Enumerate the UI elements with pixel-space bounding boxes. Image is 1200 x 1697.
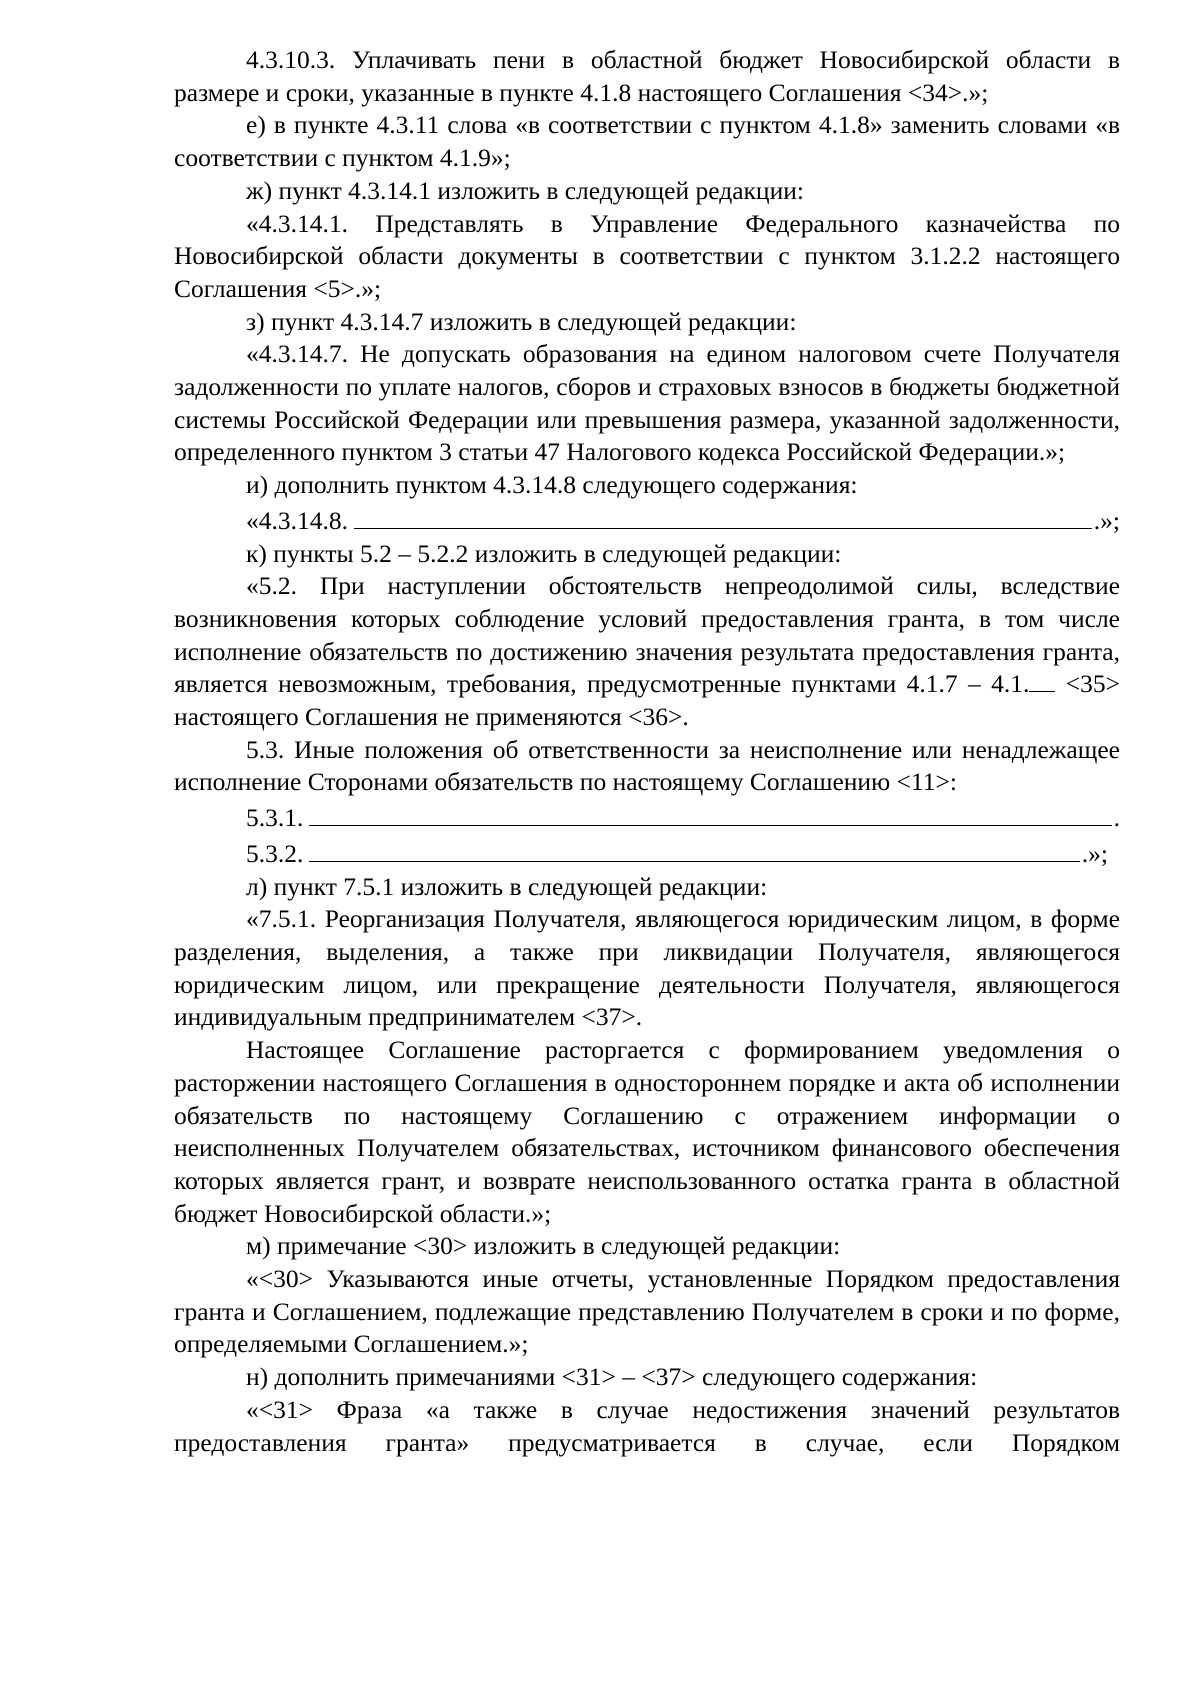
fill-label: 5.3.1. — [246, 803, 304, 833]
fill-line-4-3-14-8 — [174, 502, 1120, 538]
paragraph-5-2 — [174, 570, 1120, 734]
paragraph-item-m: м) примечание <30> изложить в следующей редакции: — [246, 1231, 841, 1261]
paragraph-item-i: и) дополнить пунктом 4.3.14.8 следующего содержания: — [246, 470, 858, 500]
paragraph-5-3: 5.3. Иные положения об ответственности за неисполнение или ненадлежащее исполнение Сторонами обязательств по настоящему Соглашению <11>: — [174, 734, 1120, 797]
blank-underline — [1029, 669, 1055, 692]
blank-underline — [309, 835, 1079, 862]
fill-label: 5.3.2. — [246, 838, 304, 868]
paragraph-5-2-text-b: <35> настоящего Соглашения не применяются <36>. — [174, 669, 1120, 732]
paragraph-note-31: «<31> Фраза «а также в случае недостижения значений результатов предоставления гранта» предусматривается в случае, если Порядком — [174, 1394, 1120, 1457]
fill-end: .»; — [1093, 505, 1120, 535]
fill-label: «4.3.14.8. — [246, 505, 348, 535]
blank-underline — [309, 799, 1111, 826]
blank-underline — [354, 502, 1092, 529]
fill-end: .»; — [1081, 838, 1108, 868]
paragraph-4-3-14-7: «4.3.14.7. Не допускать образования на едином налоговом счете Получателя задолженности по уплате налогов, сборов и страховых взносов в бюджеты бюджетной системы Российской Федерации или превышения размера, указанной задолженности, определенного пунктом 3 статьи 47 Налогового кодекса Российской Федерации.»; — [174, 339, 1120, 467]
fill-line-5-3-2 — [174, 835, 1120, 871]
paragraph-item-zh: ж) пункт 4.3.14.1 изложить в следующей редакции: — [246, 175, 804, 205]
document-page — [174, 44, 1120, 1459]
paragraph-item-e: е) в пункте 4.3.11 слова «в соответствии с пунктом 4.1.8» заменить словами «в соответствии с пунктом 4.1.9»; — [174, 110, 1120, 173]
paragraph-item-n: н) дополнить примечаниями <31> – <37> следующего содержания: — [246, 1362, 978, 1392]
paragraph-termination: Настоящее Соглашение расторгается с формированием уведомления о расторжении настоящего Соглашения в одностороннем порядке и акта об исполнении обязательств по настоящему Соглашению с отражением информации о неисполненных Получателем обязательствах, источником финансового обеспечения которых является грант, и возврате неиспользованного остатка гранта в областной бюджет Новосибирской области.»; — [174, 1035, 1120, 1228]
paragraph-4-3-10-3: 4.3.10.3. Уплачивать пени в областной бюджет Новосибирской области в размере и сроки, указанные в пункте 4.1.8 настоящего Соглашения <34>.»; — [174, 45, 1120, 107]
paragraph-note-30: «<30> Указываются иные отчеты, установленные Порядком предоставления гранта и Соглашением, подлежащие представлению Получателем в сроки и по форме, определяемыми Соглашением.»; — [174, 1264, 1120, 1359]
paragraph-item-k: к) пункты 5.2 – 5.2.2 изложить в следующей редакции: — [246, 538, 842, 568]
paragraph-item-l: л) пункт 7.5.1 изложить в следующей редакции: — [246, 871, 768, 901]
fill-end: . — [1113, 803, 1120, 833]
paragraph-4-3-14-1: «4.3.14.1. Представлять в Управление Федерального казначейства по Новосибирской области документы в соответствии с пунктом 3.1.2.2 настоящего Соглашения <5>.»; — [174, 208, 1120, 303]
paragraph-7-5-1: «7.5.1. Реорганизация Получателя, являющегося юридическим лицом, в форме разделения, выделения, а также при ликвидации Получателя, являющегося юридическим лицом, или прекращение деятельности Получателя, являющегося индивидуальным предпринимателем <37>. — [174, 904, 1120, 1032]
paragraph-item-z: з) пункт 4.3.14.7 изложить в следующей редакции: — [246, 306, 797, 336]
paragraph-5-2-text-a: «5.2. При наступлении обстоятельств непреодолимой силы, вследствие возникновения которых соблюдение условий предоставления гранта, в том числе исполнение обязательств по достижению значения результата предоставления гранта, является невозможным, требования, предусмотренные пунктами 4.1.7 – 4.1. — [174, 571, 1120, 699]
fill-line-5-3-1 — [174, 799, 1120, 835]
